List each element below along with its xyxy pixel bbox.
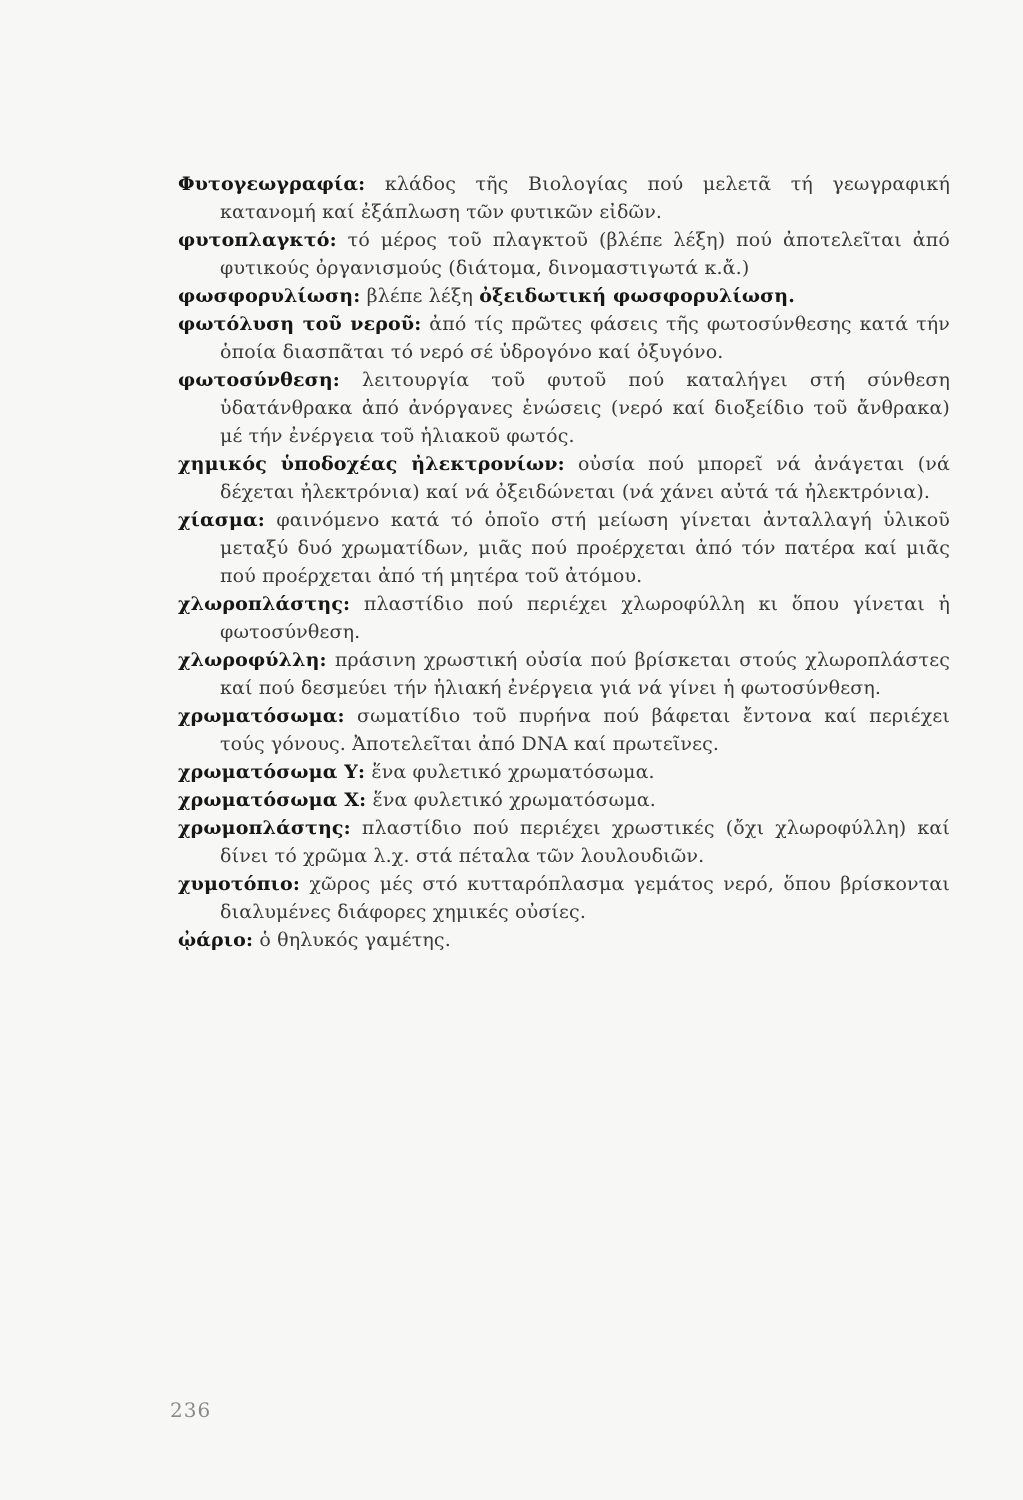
glossary-list bbox=[178, 170, 950, 954]
glossary-entry bbox=[178, 590, 950, 646]
entry-definition: τό μέρος τοῦ πλαγκτοῦ (βλέπε λέξη) πού ἀποτελεῖται ἀπό φυτικούς ὀργανισμούς (διάτομα, δινομαστιγωτά κ.ἄ.) bbox=[220, 229, 950, 279]
entry-definition: ἕνα φυλετικό χρωματόσωμα. bbox=[371, 761, 655, 783]
entry-term: φωσφορυλίωση: bbox=[178, 285, 361, 307]
entry-cross-reference: ὀξειδωτική φωσφορυλίωση. bbox=[479, 285, 795, 307]
entry-definition: οὐσία πού μπορεῖ νά ἀνάγεται (νά δέχεται ἠλεκτρόνια) καί νά ὀξειδώνεται (νά χάνει αὐτά τά ἠλεκτρόνια). bbox=[220, 453, 950, 503]
glossary-entry bbox=[178, 310, 950, 366]
entry-definition: ἕνα φυλετικό χρωματόσωμα. bbox=[372, 789, 656, 811]
glossary-entry bbox=[178, 758, 950, 786]
glossary-entry bbox=[178, 926, 950, 954]
entry-term: φυτοπλαγκτό: bbox=[178, 229, 337, 251]
glossary-entry bbox=[178, 170, 950, 226]
glossary-entry bbox=[178, 450, 950, 506]
entry-term: φωτοσύνθεση: bbox=[178, 369, 340, 391]
glossary-entry bbox=[178, 282, 950, 310]
page-number: 236 bbox=[170, 1398, 212, 1422]
entry-term: ᾠάριο: bbox=[178, 929, 254, 951]
entry-definition: ὁ θηλυκός γαμέτης. bbox=[259, 929, 451, 951]
entry-definition: ἀπό τίς πρῶτες φάσεις τῆς φωτοσύνθεσης κατά τήν ὁποία διασπᾶται τό νερό σέ ὑδρογόνο καί ὀξυγόνο. bbox=[220, 313, 950, 363]
entry-definition: πλαστίδιο πού περιέχει χλωροφύλλη κι ὅπου γίνεται ἡ φωτοσύνθεση. bbox=[220, 593, 950, 643]
entry-term: χλωροφύλλη: bbox=[178, 649, 327, 671]
glossary-entry bbox=[178, 226, 950, 282]
glossary-entry bbox=[178, 366, 950, 450]
entry-term: χρωματόσωμα: bbox=[178, 705, 345, 727]
entry-term: φωτόλυση τοῦ νεροῦ: bbox=[178, 313, 422, 335]
entry-definition: φαινόμενο κατά τό ὁποῖο στή μείωση γίνεται ἀνταλλαγή ὑλικοῦ μεταξύ δυό χρωματίδων, μιᾶς πού προέρχεται ἀπό τόν πατέρα καί μιᾶς πού προέρχεται ἀπό τή μητέρα τοῦ ἀτόμου. bbox=[220, 509, 950, 587]
entry-term: χρωματόσωμα Χ: bbox=[178, 789, 367, 811]
entry-term: χρωματόσωμα Υ: bbox=[178, 761, 366, 783]
entry-definition: βλέπε λέξη bbox=[366, 285, 474, 307]
glossary-entry bbox=[178, 870, 950, 926]
entry-term: χρωμοπλάστης: bbox=[178, 817, 351, 839]
glossary-entry bbox=[178, 646, 950, 702]
entry-definition: λειτουργία τοῦ φυτοῦ πού καταλήγει στή σύνθεση ὑδατάνθρακα ἀπό ἀνόργανες ἑνώσεις (νερό καί διοξείδιο τοῦ ἄνθρακα) μέ τήν ἐνέργεια τοῦ ἡλιακοῦ φωτός. bbox=[220, 369, 950, 447]
glossary-entry bbox=[178, 786, 950, 814]
glossary-entry bbox=[178, 506, 950, 590]
entry-term: χίασμα: bbox=[178, 509, 265, 531]
glossary-entry bbox=[178, 702, 950, 758]
entry-term: χλωροπλάστης: bbox=[178, 593, 351, 615]
glossary-entry bbox=[178, 814, 950, 870]
entry-definition: σωματίδιο τοῦ πυρήνα πού βάφεται ἔντονα καί περιέχει τούς γόνους. Ἀποτελεῖται ἀπό DNA καί πρωτεῖνες. bbox=[220, 705, 950, 755]
entry-definition: κλάδος τῆς Βιολογίας πού μελετᾶ τή γεωγραφική κατανομή καί ἐξάπλωση τῶν φυτικῶν εἰδῶν. bbox=[220, 173, 950, 223]
entry-definition: χῶρος μές στό κυτταρόπλασμα γεμάτος νερό, ὅπου βρίσκονται διαλυμένες διάφορες χημικές οὐσίες. bbox=[220, 873, 950, 923]
entry-definition: πράσινη χρωστική οὐσία πού βρίσκεται στούς χλωροπλάστες καί πού δεσμεύει τήν ἡλιακή ἐνέργεια γιά νά γίνει ἡ φωτοσύνθεση. bbox=[220, 649, 950, 699]
entry-term: χυμοτόπιο: bbox=[178, 873, 301, 895]
entry-term: Φυτογεωγραφία: bbox=[178, 173, 366, 195]
entry-term: χημικός ὑποδοχέας ἠλεκτρονίων: bbox=[178, 453, 565, 475]
entry-definition: πλαστίδιο πού περιέχει χρωστικές (ὄχι χλωροφύλλη) καί δίνει τό χρῶμα λ.χ. στά πέταλα τῶν λουλουδιῶν. bbox=[220, 817, 950, 867]
